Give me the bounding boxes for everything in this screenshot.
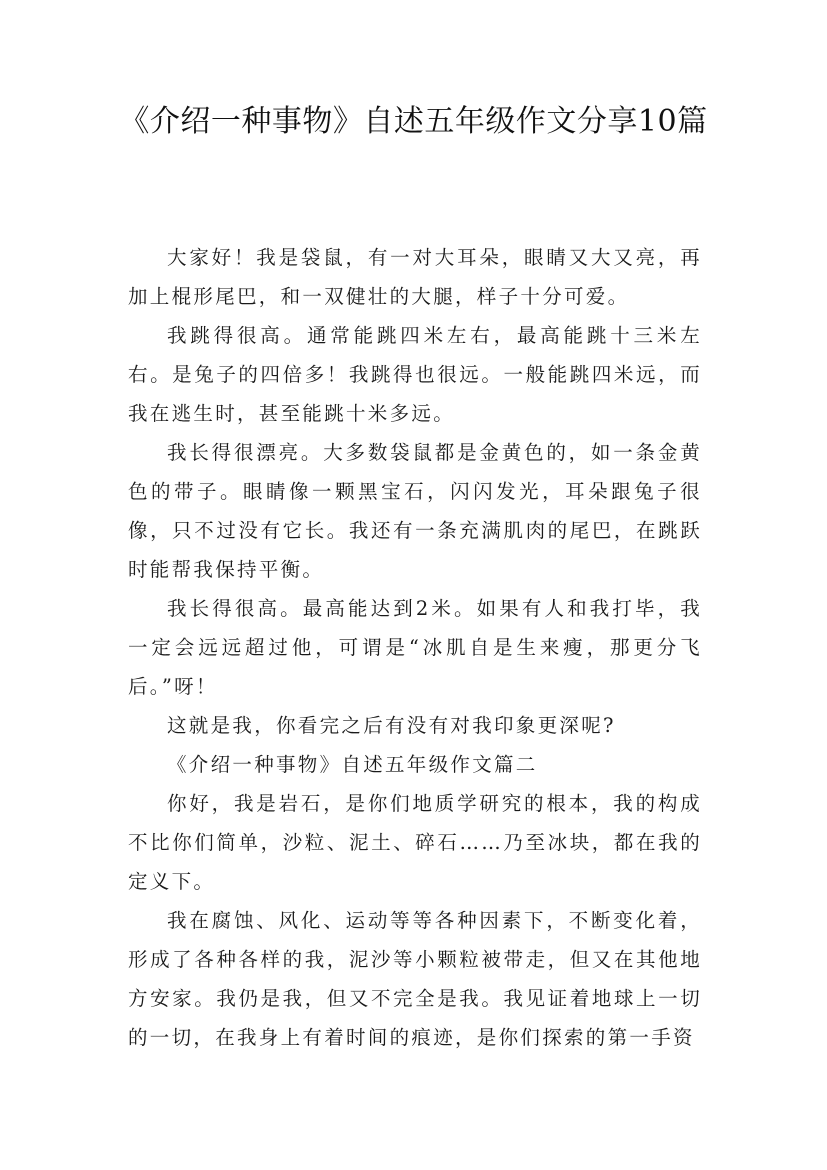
section-heading: 《介绍一种事物》自述五年级作文篇二 <box>167 753 538 776</box>
paragraph: 我在腐蚀、风化、运动等等各种因素下，不断变化着，形成了各种各样的我，泥沙等小颗粒被带走，但又在其他地方安家。我仍是我，但又不完全是我。我见证着地球上一切的一切，在我身上有着时间的痕迹，是你们探索的第一手资 <box>128 909 702 1049</box>
paragraph: 我长得很高。最高能达到2米。如果有人和我打毕，我一定会远远超过他，可谓是“冰肌自是生来瘦，那更分飞后。”呀！ <box>128 597 702 698</box>
paragraph: 大家好！我是袋鼠，有一对大耳朵，眼睛又大又亮，再加上棍形尾巴，和一双健壮的大腿，样子十分可爱。 <box>128 246 702 308</box>
document-title: 《介绍一种事物》自述五年级作文分享10篇 <box>119 104 708 139</box>
paragraph: 我长得很漂亮。大多数袋鼠都是金黄色的，如一条金黄色的带子。眼睛像一颗黑宝石，闪闪发光，耳朵跟兔子很像，只不过没有它长。我还有一条充满肌肉的尾巴，在跳跃时能帮我保持平衡。 <box>128 441 702 581</box>
paragraph: 我跳得很高。通常能跳四米左右，最高能跳十三米左右。是兔子的四倍多！我跳得也很远。一般能跳四米远，而我在逃生时，甚至能跳十米多远。 <box>128 324 702 425</box>
paragraph: 你好，我是岩石，是你们地质学研究的根本，我的构成不比你们简单，沙粒、泥土、碎石……乃至冰块，都在我的定义下。 <box>128 792 702 893</box>
document-body <box>128 238 702 1057</box>
paragraph: 这就是我，你看完之后有没有对我印象更深呢? <box>167 714 616 737</box>
